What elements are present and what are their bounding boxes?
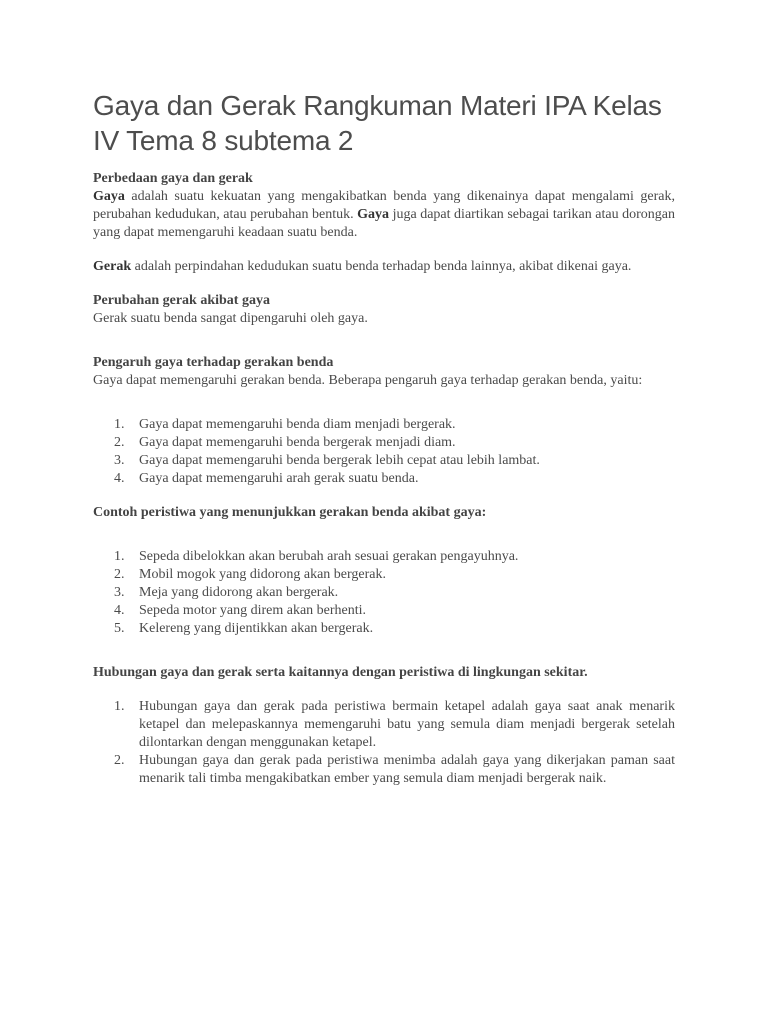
term-gaya-2: Gaya (357, 207, 390, 222)
paragraph-perubahan: Gerak suatu benda sangat dipengaruhi oleh gaya. (93, 311, 368, 326)
list-item: 3. Gaya dapat memengaruhi benda bergerak lebih cepat atau lebih lambat. (114, 453, 540, 468)
list-hubungan (93, 698, 675, 788)
list-item: 1. Gaya dapat memengaruhi benda diam menjadi bergerak. (114, 417, 456, 432)
list-pengaruh (93, 416, 675, 488)
list-item: 2. Gaya dapat memengaruhi benda bergerak menjadi diam. (114, 435, 456, 450)
section-heading-contoh: Contoh peristiwa yang menunjukkan gerakan benda akibat gaya: (93, 505, 487, 520)
section-heading-perubahan: Perubahan gerak akibat gaya (93, 293, 270, 308)
gerak-definition: adalah perpindahan kedudukan suatu benda terhadap benda lainnya, akibat dikenai gaya. (131, 259, 632, 274)
list-item: 1. Sepeda dibelokkan akan berubah arah sesuai gerakan pengayuhnya. (114, 549, 519, 564)
section-heading-perbedaan: Perbedaan gaya dan gerak (93, 171, 253, 186)
list-item: 3. Meja yang didorong akan bergerak. (114, 585, 339, 600)
paragraph-pengaruh: Gaya dapat memengaruhi gerakan benda. Beberapa pengaruh gaya terhadap gerakan benda, yaitu: (93, 373, 643, 388)
list-item: 2. Mobil mogok yang didorong akan bergerak. (114, 567, 387, 582)
list-contoh (93, 548, 675, 638)
list-item: 4. Sepeda motor yang direm akan berhenti. (114, 603, 367, 618)
term-gaya: Gaya (93, 189, 125, 204)
gaya-definition-2: juga dapat diartikan sebagai tarikan atau dorongan yang dapat memengaruhi keadaan suatu benda. (93, 207, 675, 240)
section-heading-pengaruh: Pengaruh gaya terhadap gerakan benda (93, 355, 334, 370)
page-title: Gaya dan Gerak Rangkuman Materi IPA Kelas IV Tema 8 subtema 2 (93, 90, 662, 156)
section-heading-hubungan: Hubungan gaya dan gerak serta kaitannya dengan peristiwa di lingkungan sekitar. (93, 665, 588, 680)
gaya-definition: adalah suatu kekuatan yang mengakibatkan benda yang dikenainya dapat mengalami gerak, perubahan kedudukan, atau perubahan bentuk. (93, 189, 675, 222)
list-item: 5. Kelereng yang dijentikkan akan bergerak. (114, 621, 374, 636)
list-item: 4. Gaya dapat memengaruhi arah gerak suatu benda. (114, 471, 419, 486)
list-item: 1. Hubungan gaya dan gerak pada peristiwa bermain ketapel adalah gaya saat anak menarik ketapel dan melepaskannya memengaruhi batu yang semula diam menjadi bergerak setelah dilontarkan dengan menggunakan ketapel. (114, 699, 675, 750)
term-gerak: Gerak (93, 259, 132, 274)
document-page (93, 88, 675, 788)
paragraph-gerak (93, 258, 675, 276)
paragraph-gaya (93, 188, 675, 242)
list-item: 2. Hubungan gaya dan gerak pada peristiwa menimba adalah gaya yang dikerjakan paman saat menarik tali timba mengakibatkan ember yang semula diam menjadi bergerak naik. (114, 753, 675, 786)
